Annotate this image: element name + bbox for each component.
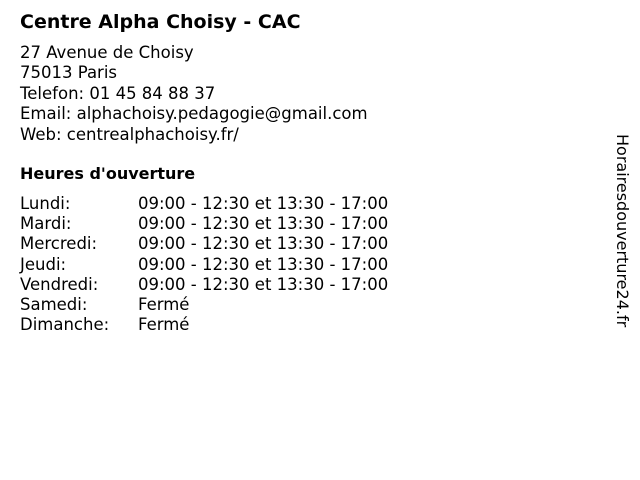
site-brand-vertical: Horairesdouverture24.fr bbox=[613, 134, 632, 328]
address-street: 27 Avenue de Choisy bbox=[20, 43, 194, 62]
day-label: Mardi: bbox=[20, 214, 72, 234]
business-name: Centre Alpha Choisy - CAC bbox=[20, 11, 301, 33]
time-value: 09:00 - 12:30 et 13:30 - 17:00 bbox=[138, 274, 389, 294]
time-value: 09:00 - 12:30 et 13:30 - 17:00 bbox=[138, 214, 389, 234]
contact-block bbox=[20, 43, 368, 145]
web-line: Web: centrealphachoisy.fr/ bbox=[20, 124, 239, 144]
address-city: 75013 Paris bbox=[20, 63, 118, 83]
day-label: Mercredi: bbox=[20, 234, 98, 254]
phone-line: Telefon: 01 45 84 88 37 bbox=[20, 83, 216, 103]
time-value: Fermé bbox=[138, 294, 190, 314]
email-line: Email: alphachoisy.pedagogie@gmail.com bbox=[20, 104, 368, 124]
day-label: Samedi: bbox=[20, 294, 88, 314]
time-value: 09:00 - 12:30 et 13:30 - 17:00 bbox=[138, 234, 389, 254]
time-value: 09:00 - 12:30 et 13:30 - 17:00 bbox=[138, 194, 389, 213]
time-value: 09:00 - 12:30 et 13:30 - 17:00 bbox=[138, 254, 389, 274]
day-label: Dimanche: bbox=[20, 315, 110, 335]
time-value: Fermé bbox=[138, 315, 190, 335]
day-label: Jeudi: bbox=[20, 254, 67, 274]
day-label: Lundi: bbox=[20, 194, 71, 213]
hours-heading: Heures d'ouverture bbox=[20, 164, 196, 183]
day-label: Vendredi: bbox=[20, 274, 99, 294]
